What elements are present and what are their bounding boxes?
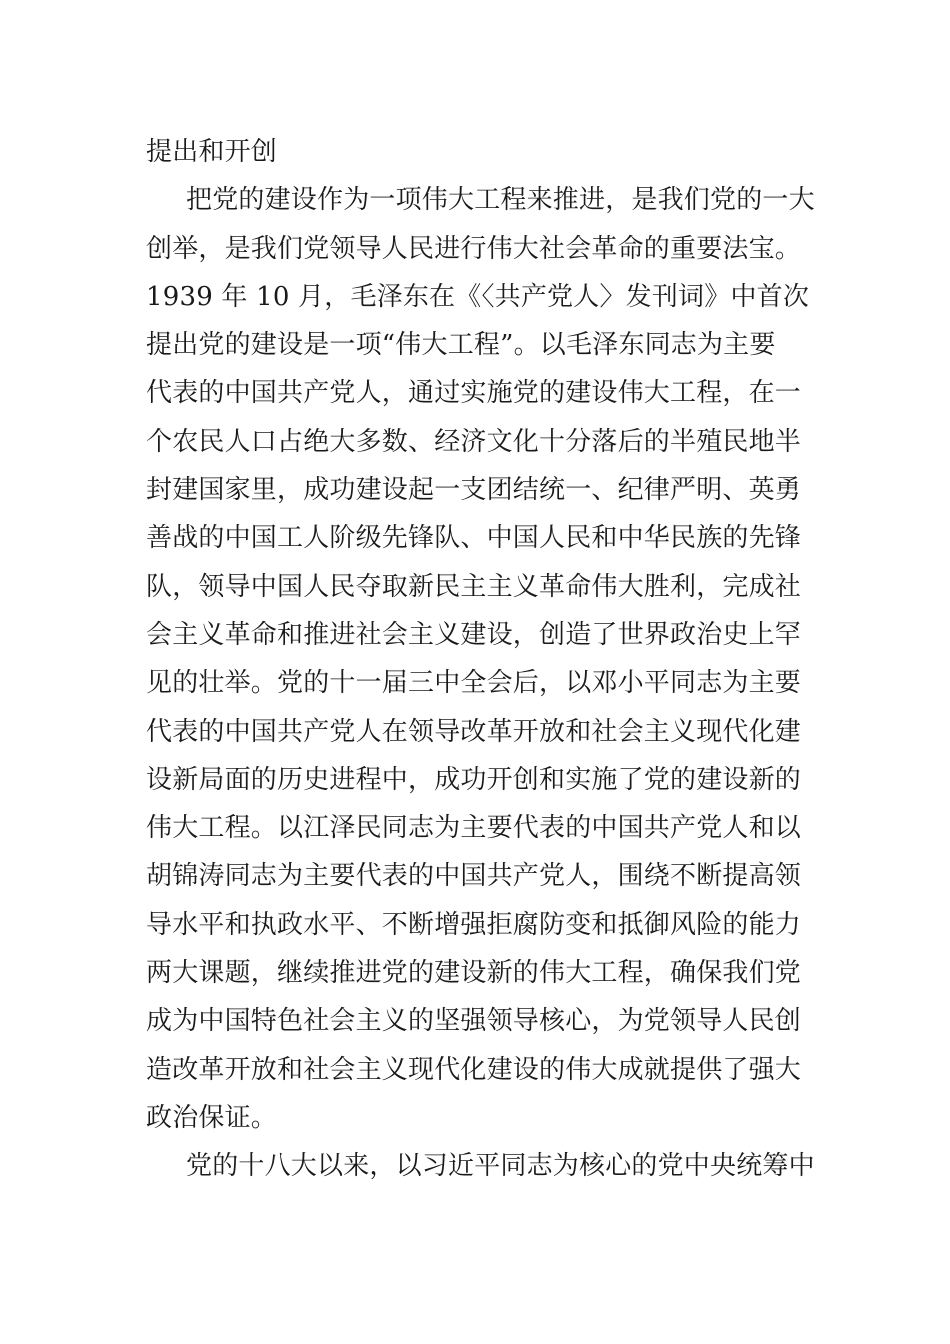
paragraph-1-line: 善战的中国工人阶级先锋队、中国人民和中华民族的先锋: [146, 523, 802, 554]
paragraph-1-line: 创举，是我们党领导人民进行伟大社会革命的重要法宝。: [146, 233, 802, 264]
paragraph-1-line: 设新局面的历史进程中，成功开创和实施了党的建设新的: [146, 764, 802, 795]
paragraph-1-line: 提出党的建设是一项“伟大工程”。以毛泽东同志为主要: [146, 330, 776, 361]
paragraph-1-line: 代表的中国共产党人，通过实施党的建设伟大工程，在一: [146, 378, 802, 409]
paragraph-1-line: 见的壮举。党的十一届三中全会后，以邓小平同志为主要: [146, 668, 802, 699]
heading-tail: 提出和开创: [146, 137, 278, 167]
paragraph-1-line: 导水平和执政水平、不断增强拒腐防变和抵御风险的能力: [146, 909, 802, 940]
paragraph-1-line: 造改革开放和社会主义现代化建设的伟大成就提供了强大: [146, 1054, 802, 1085]
paragraph-1-line: 队，领导中国人民夺取新民主主义革命伟大胜利，完成社: [146, 571, 802, 602]
paragraph-1-line: 会主义革命和推进社会主义建设，创造了世界政治史上罕: [146, 619, 802, 650]
paragraph-1-line: 两大课题，继续推进党的建设新的伟大工程，确保我们党: [146, 958, 802, 989]
paragraph-1-line: 成为中国特色社会主义的坚强领导核心，为党领导人民创: [146, 1006, 802, 1037]
paragraph-1-line: 代表的中国共产党人在领导改革开放和社会主义现代化建: [146, 716, 802, 747]
paragraph-1-line: 封建国家里，成功建设起一支团结统一、纪律严明、英勇: [146, 475, 802, 506]
document-body: [146, 128, 815, 1191]
paragraph-1-line: 政治保证。: [146, 1102, 278, 1133]
paragraph-1-line: 胡锦涛同志为主要代表的中国共产党人，围绕不断提高领: [146, 861, 802, 892]
paragraph-2-line: 党的十八大以来，以习近平同志为核心的党中央统筹中: [186, 1151, 815, 1182]
paragraph-1-line: 个农民人口占绝大多数、经济文化十分落后的半殖民地半: [146, 426, 802, 457]
paragraph-1-line: 伟大工程。以江泽民同志为主要代表的中国共产党人和以: [146, 813, 802, 844]
paragraph-1-line: 把党的建设作为一项伟大工程来推进，是我们党的一大: [186, 185, 815, 216]
paragraph-1-line: 1939 年 10 月，毛泽东在《〈共产党人〉发刊词》中首次: [146, 281, 810, 312]
